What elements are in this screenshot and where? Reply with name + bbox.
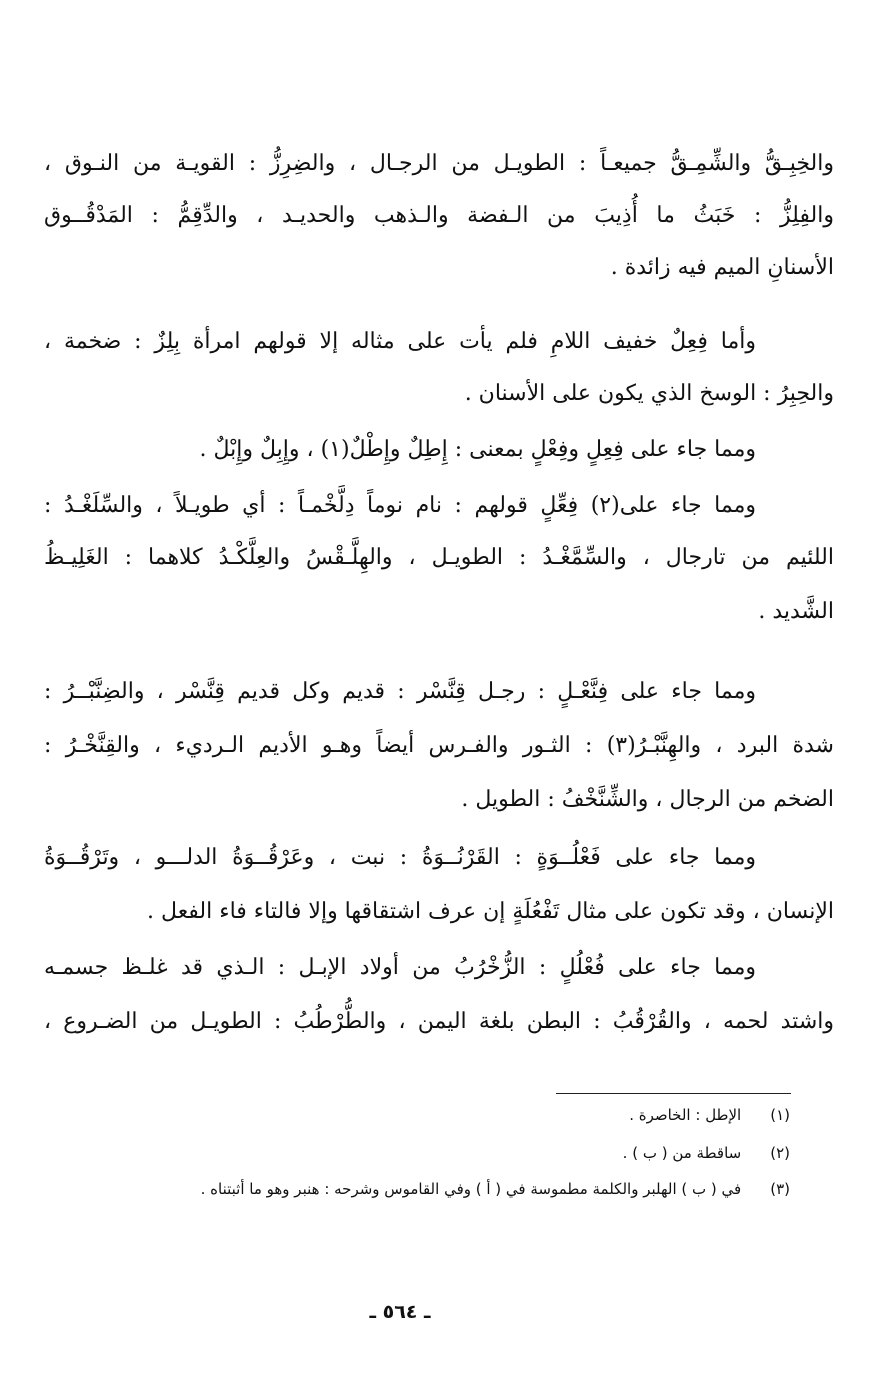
footnote-1 [44,1100,790,1130]
text-line-6: ومما جاء على فِعِلٍ وفِعْلٍ بمعنى : إِطِلٌ وإِطْلٌ(١) ، وإِبِلٌ وإِبْلٌ . [199,437,756,462]
text-line-15: ومما جاء على فُعْلُلٍ : الزُّخْرُبُ من أولاد الإبـل : الـذي قد غلـظ جسمـه [44,955,756,980]
text-line-11: شدة البرد ، والهِنَّبْـرُ(٣) : الثـور والفـرس أيضاً وهـو الأديم الـرديء ، والقِنَّخْـرُ : [44,733,834,758]
text-line-10: ومما جاء على فِنَّعْـلٍ : رجـل قِنَّسْر : قديم وكل قديم قِنَّسْر ، والضِنَّبْــرُ : [44,679,756,704]
text-line-9: الشَّديد . [758,599,834,624]
footnote-text: ساقطة من ( ب ) . [622,1144,742,1162]
text-line-8: اللئيم من تارجال ، والسِّمَّغْـدُ : الطويـل ، والهِلَّـقْسُ والعِلَّكْـدُ كلاهما : الغَلِيـظُ [44,545,834,570]
text-line-7: ومما جاء على(٢) فِعِّلٍ قولهم : نام نوماً دِلَّخْمـاً : أي طويـلاً ، والسِّلَغْـدُ : [44,493,756,518]
text-line-2: والفِلِزُّ : خَبَثُ ما أُذِيبَ من الـفضة والـذهب والحديـد ، والدِّقِمُّ : المَدْقُــوق [44,203,834,228]
footnote-3 [44,1174,790,1204]
text-line-14: الإنسان ، وقد تكون على مثال تَفْعُلَةٍ إن عرف اشتقاقها وإلا فالتاء فاء الفعل . [147,899,834,924]
footnote-text: في ( ب ) الهلبر والكلمة مطموسة في ( أ ) وفي القاموس وشرحه : هنبر وهو ما أثبتناه . [200,1180,742,1198]
text-line-4: وأما فِعِلٌ خفيف اللامِ فلم يأت على مثاله إلا قولهم امرأة بِلِزٌ : ضخمة ، [44,329,756,354]
footnote-number: (٢) [770,1144,790,1162]
text-line-5: والحِبِرُ : الوسخ الذي يكون على الأسنان . [464,381,834,406]
footnote-number: (٣) [770,1180,790,1198]
text-line-16: واشتد لحمه ، والقُرْقُبُ : البطن بلغة اليمن ، والطُّرْطُبُ : الطويـل من الضـروع ، [44,1009,834,1034]
text-line-13: ومما جاء على فَعْلُــوَةٍ : القَرْنُــوَةُ : نبت ، وعَرْقُــوَةُ الدلـــو ، وتَرْقُــوَةُ [44,845,756,870]
footnote-text: الإطل : الخاصرة . [629,1106,742,1124]
text-line-3: الأسنانِ الميم فيه زائدة . [610,255,834,280]
text-line-1: والخِبِـقُّ والشِّمِـقُّ جميعـاً : الطويـل من الرجـال ، والضِرِزُّ : القويـة من النـوق ، [44,151,834,176]
footnote-number: (١) [770,1106,790,1124]
footnote-separator [556,1093,791,1094]
page-number: ـ ٥٦٤ ـ [369,1301,431,1323]
footnote-2 [44,1138,790,1168]
text-line-12: الضخم من الرجال ، والشِّنَّخْفُ : الطويل . [461,787,834,812]
